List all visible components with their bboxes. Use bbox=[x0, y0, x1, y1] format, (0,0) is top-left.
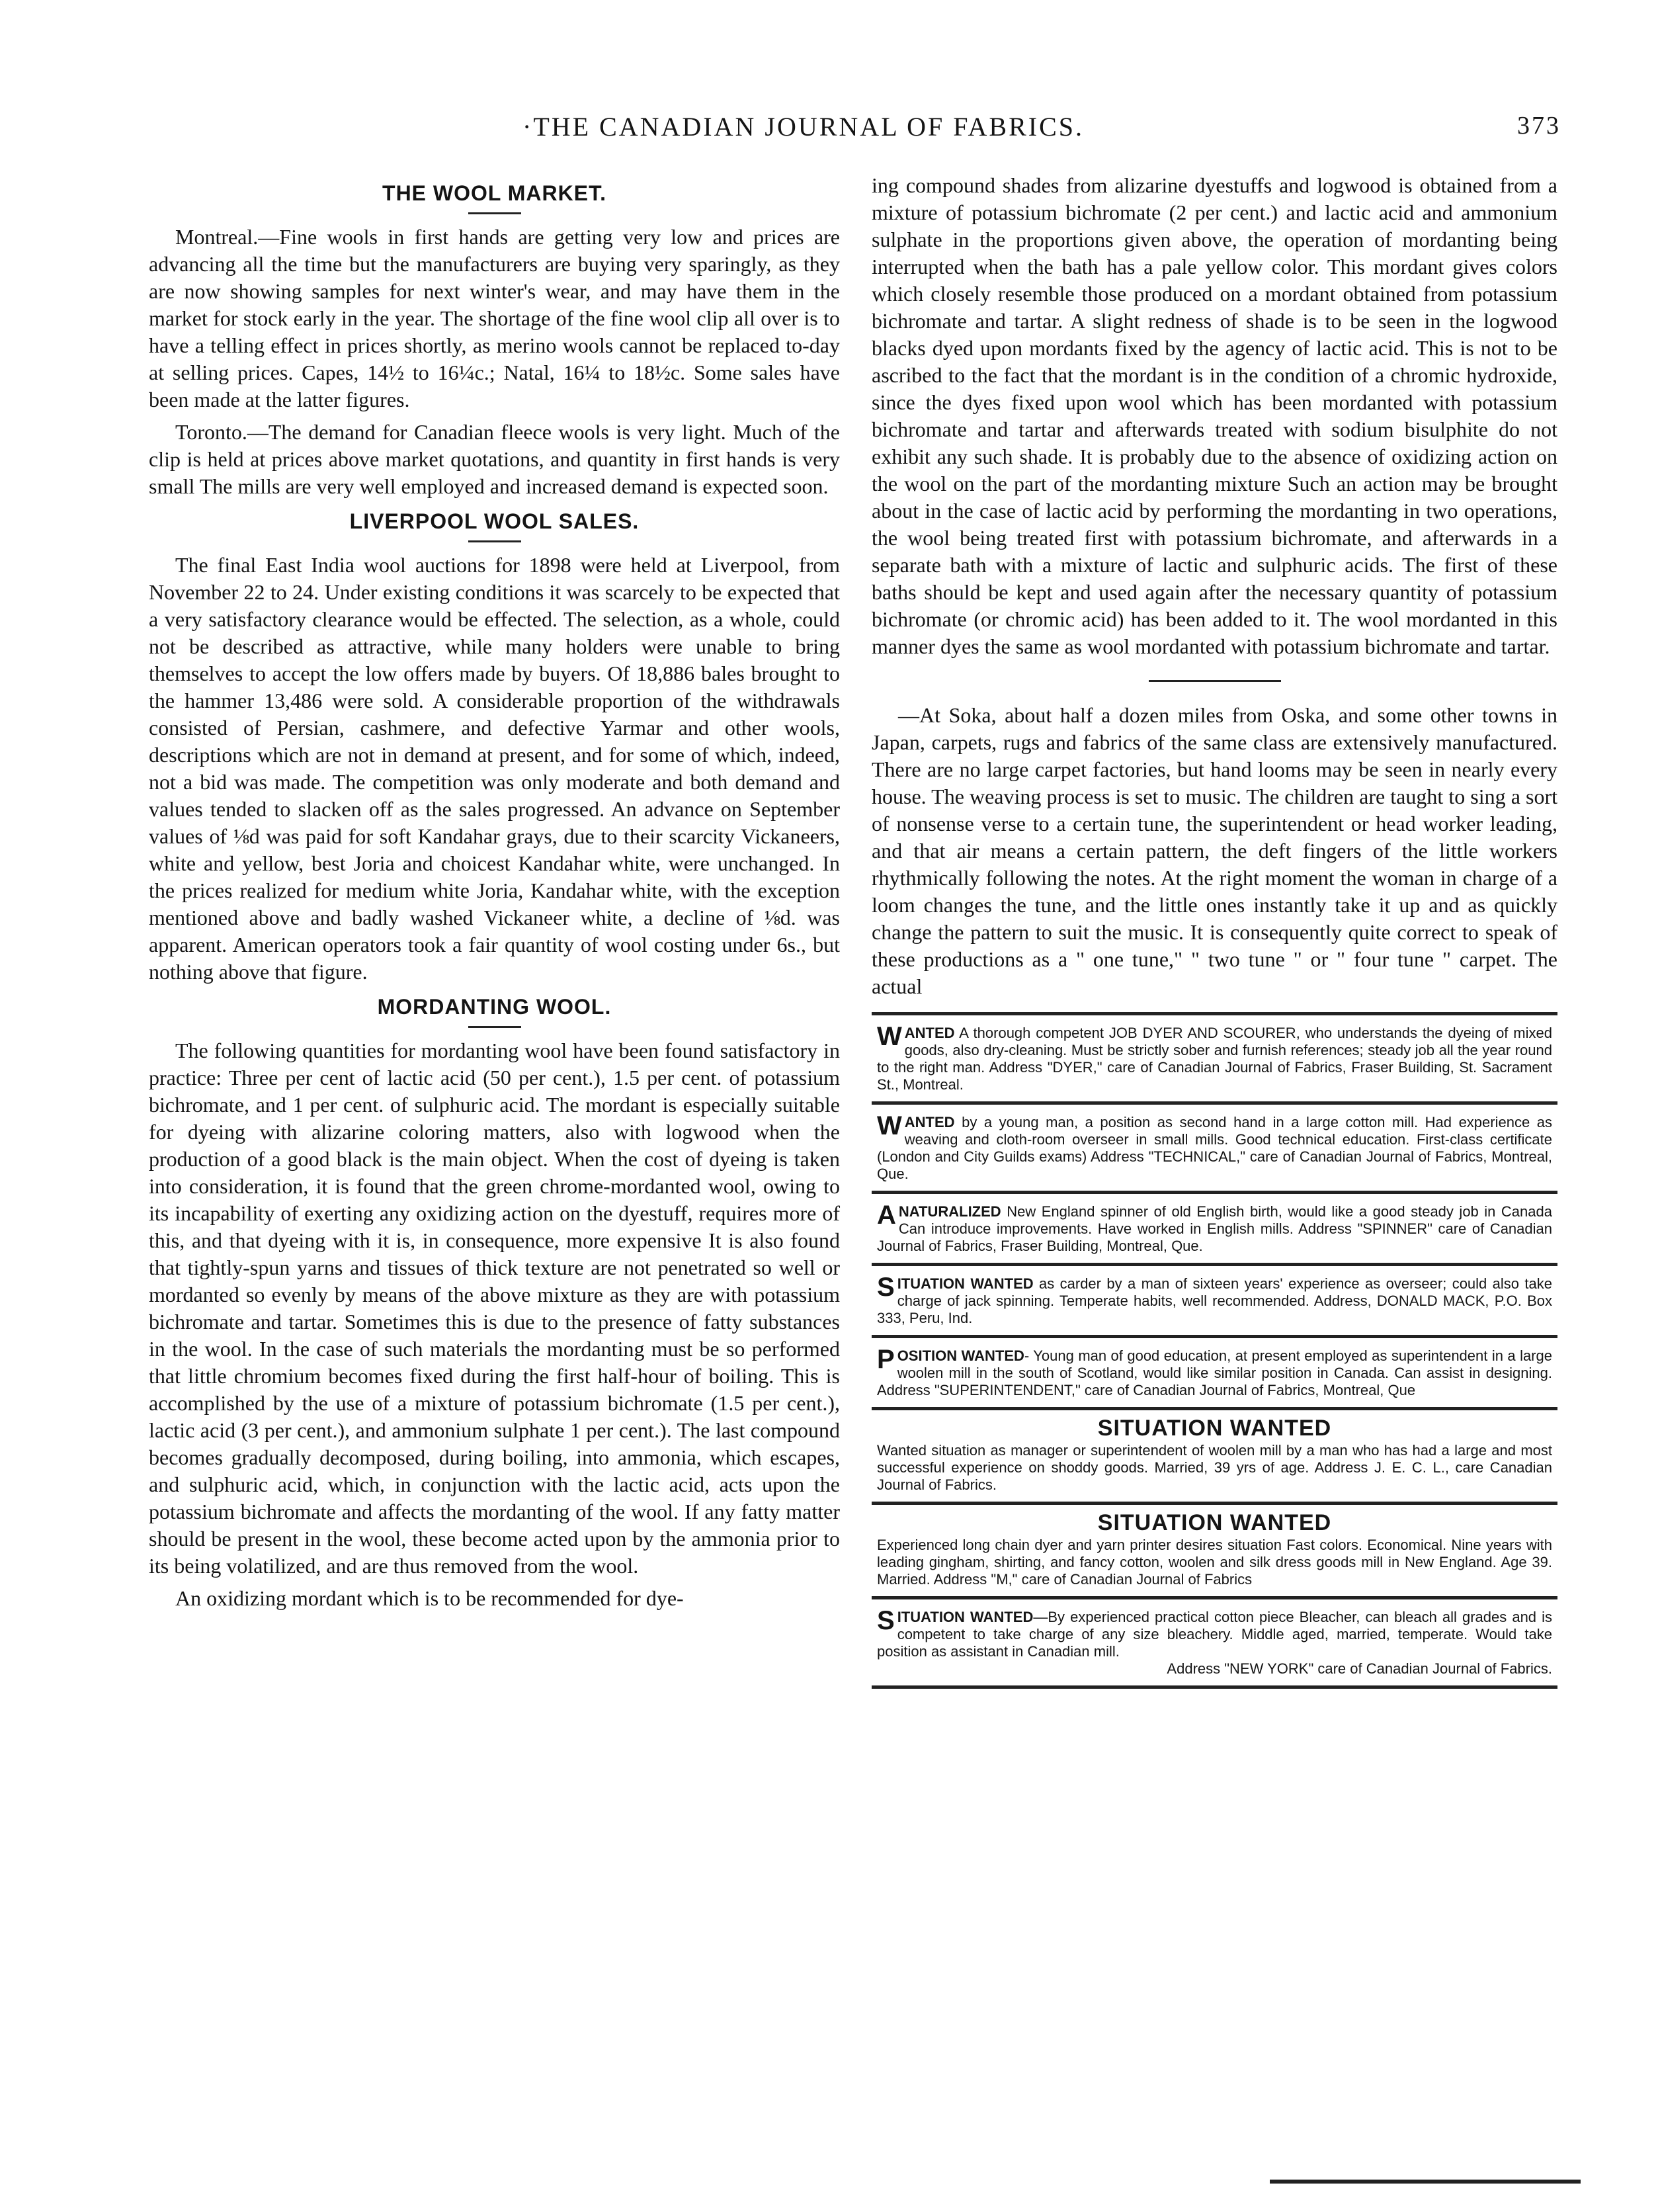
soka-paragraph: —At Soka, about half a dozen miles from Oska, and some other towns in Japan, carpets, rugs and fabrics of the same class are extensively manufactured. There are no large carpet factories, but hand looms may be seen in nearly every house. The weaving process is set to music. The children are taught to sing a sort of nonsense verse to a certain tune, the superintendent or head worker leading, and that air means a certain pattern, the deft fingers of the little workers rhythmically following the notes. At the right moment the woman in charge of a loom changes the tune, and the little ones instantly take it up and as quickly change the pattern to suit the music. It is consequently quite correct to speak of these productions as a " one tune," " two tune " or " four tune " carpet. The actual bbox=[872, 703, 1557, 998]
ad-situation-manager bbox=[872, 1410, 1557, 1505]
ad-text: Experienced long chain dyer and yarn printer desires situation Fast colors. Economical. Nine years with leading gingham, shirting, and fancy cotton, woolen and silk dress goods mill in New England. Age 39. Married. Address "M," care of Canadian Journal of Fabrics bbox=[877, 1537, 1552, 1588]
ad-text: New England spinner of old English birth, would like a good steady job in Canada Can introduce improvements. Have worked in English mills. Address "SPINNER" care of Canadian Journal of Fabrics, Fraser Building, Montreal, Que. bbox=[877, 1203, 1552, 1254]
journal-title: ·THE CANADIAN JOURNAL OF FABRICS. bbox=[522, 112, 1085, 142]
heading-rule bbox=[468, 540, 521, 542]
mordanting-heading: MORDANTING WOOL. bbox=[377, 995, 612, 1019]
drop-letter: P bbox=[877, 1345, 895, 1374]
ad-spinner bbox=[872, 1194, 1557, 1266]
wool-market-montreal: Montreal.—Fine wools in first hands are getting very low and prices are advancing all the time but the manufacturers are buying very sparingly, as they are now showing samples for next winter's wear, and may have them in the market for stock early in the year. The shortage of the fine wool clip all over is to have a telling effect in prices shortly, as merino wools cannot be replaced to-day at selling prices. Capes, 14½ to 16¼c.; Natal, 16¼ to 18½c. Some sales have been made at the latter figures. bbox=[149, 225, 840, 411]
drop-letter: S bbox=[877, 1273, 895, 1302]
heading-rule bbox=[468, 1026, 521, 1028]
drop-letter: S bbox=[877, 1606, 895, 1635]
heading-rule bbox=[468, 212, 521, 214]
drop-letter: W bbox=[877, 1022, 902, 1051]
classified-ads bbox=[872, 1012, 1557, 1689]
situation-heading: SITUATION WANTED bbox=[1097, 1416, 1332, 1441]
liverpool-paragraph: The final East India wool auctions for 1898 were held at Liverpool, from November 22 to 24. Under existing conditions it was scarcely to be expected that a very satisfactory clearance would be effected. The selection, as a whole, could not be described as attractive, while many holders were unable to bring themselves to accept the low offers made by buyers. Of 18,886 bales brought to the hammer 13,486 were sold. A considerable proportion of the withdrawals consisted of Persian, cashmere, and defective Yarmar and other wools, descriptions which are not in demand at present, and for some of which, indeed, not a bid was made. The competition was only moderate and both demand and values tended to slacken off as the sales progressed. An advance on September values of ⅛d was paid for soft Kandahar grays, due to their scarcity Vickaneers, white and yellow, best Joria and choicest Kandahar white, were unchanged. In the prices realized for medium white Joria, Kandahar white, with the exception mentioned above and badly washed Vickaneer white, a decline of ⅛d. was apparent. American operators took a fair quantity of wool costing under 6s., but nothing above that figure. bbox=[149, 553, 840, 984]
drop-letter: W bbox=[877, 1111, 902, 1140]
ad-keyword: ANTED bbox=[904, 1025, 955, 1041]
mordanting-continuation: ing compound shades from alizarine dyestuffs and logwood is obtained from a mixture of potassium bichromate (2 per cent.) and lactic acid and ammonium sulphate in the proportions given above, the operation of mordanting being interrupted when the bath has a pale yellow color. This mordant gives colors which closely resemble those produced on a mordant obtained from potassium bichromate and tartar. A slight redness of shade is to be seen in the logwood blacks dyed upon mordants fixed by the agency of lactic acid. This is not to be ascribed to the fact that the mordant is in the condition of a chromic hydroxide, since the dyes fixed upon wool which has been mordanted with potassium bichromate and tartar and afterwards treated with sodium bisulphite do not exhibit any such shade. It is probably due to the absence of oxidizing action on the wool on the part of the mordanting mixture Such an action may be brought about in the case of lactic acid by performing the mordanting in two operations, the wool being treated first with potassium bichromate, and afterwards in a separate bath with a mixture of lactic and sulphuric acids. The first of these baths should be kept and used again after the necessary quantity of potassium bichromate (or chromic acid) has been added to it. The wool mordanted in this manner dyes the same as wool mordanted with potassium bichromate and tartar. bbox=[872, 173, 1557, 658]
situation-heading: SITUATION WANTED bbox=[1097, 1510, 1332, 1535]
mordanting-paragraph: The following quantities for mordanting wool have been found satisfactory in practice: Three per cent of lactic acid (50 per cent.), 1.5 per cent. of potassium bichromate, and 1 per cent. of sulphuric acid. The mordant is especially suitable for dyeing with alizarine coloring matters, also with logwood when the production of a good black is the main object. When the cost of dyeing is taken into consideration, it is found that the green chrome-mordanted wool, owing to its incapability of exerting any oxidizing action on the dyestuff, requires more of this, and that dyeing with it is, in consequence, more expensive It is also found that tightly-spun yarns and tissues of thick texture are not penetrated so well or mordanted so evenly by means of the above mixture as they are with potassium bichromate and tartar. Sometimes this is due to the presence of fatty substances in the wool. In the case of such materials the mordanting must be so performed that little chromium becomes fixed during the first half-hour of boiling. This is accomplished by the use of a mixture of potassium bichromate (1.5 per cent.), lactic acid (3 per cent.), and ammonium sulphate 1 per cent.). The last compound becomes gradually decomposed, during boiling, into ammonia, which escapes, and sulphuric acid, which, in conjunction with the lactic acid, acts upon the potassium bichromate and affects the mordanting of the wool. If any fatty matter should be present in the wool, these become acted upon by the ammonia prior to its being volatilized, and are thus removed from the wool. bbox=[149, 1039, 840, 1578]
running-header bbox=[503, 111, 1561, 157]
ad-text: by a young man, a position as second hand in a large cotton mill. Had experience as weaving and cloth-room overseer in small mills. Good technical education. First-class certificate (London and City Guilds exams) Address "TECHNICAL," care of Canadian Journal of Fabrics, Montreal, Que. bbox=[877, 1114, 1552, 1182]
ad-situation-dyer bbox=[872, 1505, 1557, 1599]
ad-text: - Young man of good education, at present employed as superintendent in a large woolen mill in the south of Scotland, would like similar position in Canada. Can assist in designing. Address "SUPERINTENDENT," care of Canadian Journal of Fabrics, Montreal, Que bbox=[877, 1347, 1552, 1398]
wool-market-heading: THE WOOL MARKET. bbox=[382, 181, 606, 205]
ad-text: as carder by a man of sixteen years' experience as overseer; could also take charge of jack spinning. Temperate habits, well recommended. Address, DONALD MACK, P.O. Box 333, Peru, Ind. bbox=[877, 1275, 1552, 1326]
ad-dyer bbox=[872, 1015, 1557, 1105]
ad-text: Wanted situation as manager or superintendent of woolen mill by a man who has had a large and most successful experience on shoddy goods. Married, 39 yrs of age. Address J. E. C. L., care Canadian Journal of Fabrics. bbox=[877, 1442, 1552, 1493]
ad-keyword: OSITION WANTED bbox=[897, 1347, 1024, 1364]
ad-text: —By experienced practical cotton piece Bleacher, can bleach all grades and is competent to take charge of any size bleachery. Middle aged, married, temperate. Would take position as assistant in Canadian mill. bbox=[877, 1609, 1552, 1660]
ad-superintendent bbox=[872, 1338, 1557, 1410]
ad-address: Address "NEW YORK" care of Canadian Journal of Fabrics. bbox=[1167, 1660, 1552, 1677]
ad-keyword: NATURALIZED bbox=[898, 1203, 1001, 1220]
page-number: 373 bbox=[1517, 112, 1561, 140]
mordanting-paragraph-2: An oxidizing mordant which is to be recommended for dye- bbox=[175, 1586, 684, 1610]
footer-rule bbox=[1270, 2180, 1581, 2184]
ad-carder bbox=[872, 1266, 1557, 1338]
drop-letter: A bbox=[877, 1201, 896, 1230]
section-rule bbox=[1149, 680, 1281, 682]
ad-bleacher bbox=[872, 1599, 1557, 1689]
right-column bbox=[872, 172, 1557, 1689]
ad-keyword: ITUATION WANTED bbox=[897, 1609, 1034, 1625]
ad-keyword: ITUATION WANTED bbox=[897, 1275, 1034, 1292]
ad-technical bbox=[872, 1105, 1557, 1194]
ad-keyword: ANTED bbox=[904, 1114, 955, 1130]
ad-text: A thorough competent JOB DYER AND SCOURER, who understands the dyeing of mixed goods, also dry-cleaning. Must be strictly sober and furnish references; steady job all the year round to the right man. Address "DYER," care of Canadian Journal of Fabrics, Fraser Building, St. Sacrament St., Montreal. bbox=[877, 1025, 1552, 1093]
liverpool-heading: LIVERPOOL WOOL SALES. bbox=[349, 509, 640, 533]
left-column bbox=[149, 172, 840, 1617]
wool-market-toronto: Toronto.—The demand for Canadian fleece wools is very light. Much of the clip is held at prices above market quotations, and quantity in first hands is very small The mills are very well employed and increased demand is expected soon. bbox=[149, 420, 840, 498]
